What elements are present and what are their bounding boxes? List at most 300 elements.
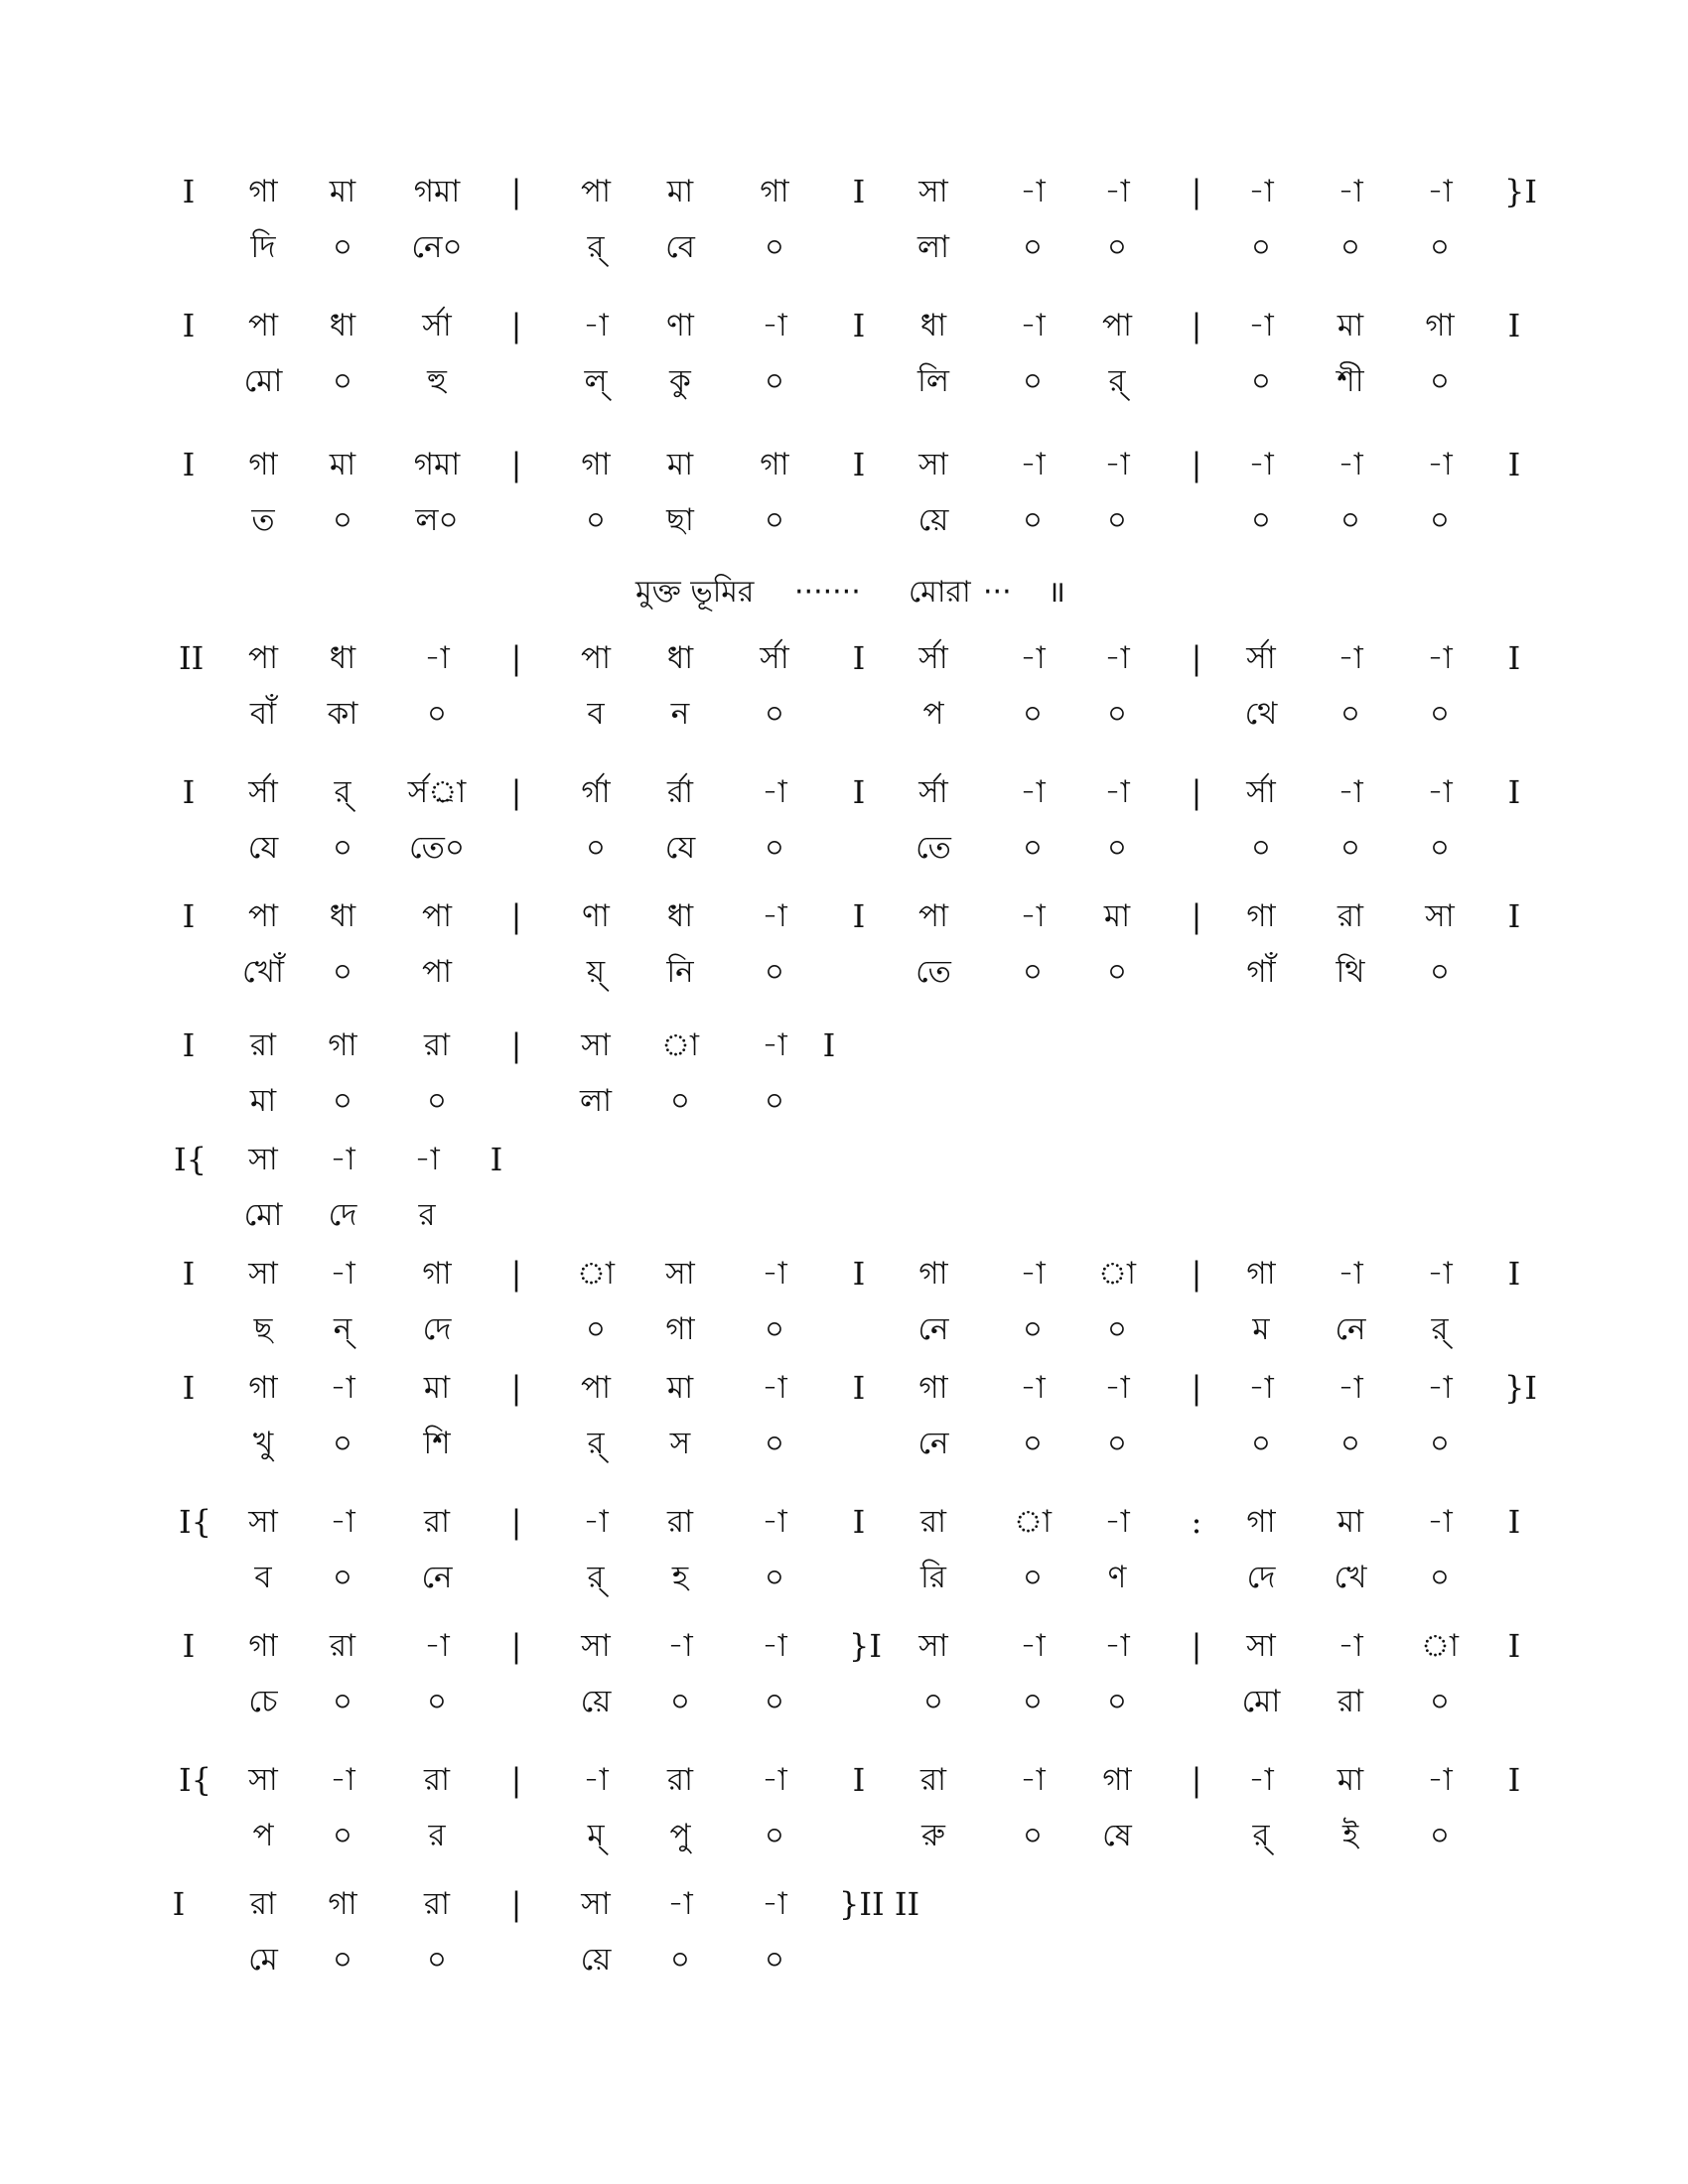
swara-note: ধা <box>666 640 694 676</box>
swara-note: সা <box>918 174 948 209</box>
lyric-syllable: ০ <box>764 954 785 990</box>
lyric-syllable: শী <box>1336 363 1364 399</box>
lyric-syllable: র্ <box>587 229 605 265</box>
bar-line: | <box>510 1627 522 1665</box>
swara-note: মা <box>1336 1504 1364 1540</box>
swara-note: রা <box>249 1027 277 1063</box>
swara-note: পা <box>421 898 453 934</box>
bar-line: | <box>1191 173 1202 210</box>
lyric-syllable: গা <box>665 1311 695 1347</box>
swara-note: রা <box>1336 898 1364 934</box>
swara-note: র্সা <box>248 774 278 810</box>
swara-note: সা <box>1425 898 1455 934</box>
lyric-syllable: দে <box>328 1197 357 1233</box>
swara-note: -া <box>1020 774 1046 810</box>
lyric-syllable: মে <box>248 1942 278 1978</box>
lyric-syllable: দে <box>1246 1560 1276 1595</box>
swara-note: রা <box>423 1027 451 1063</box>
swara-note: -া <box>1337 640 1363 676</box>
swara-note: া <box>576 1256 615 1292</box>
notation-line <box>0 298 1688 409</box>
bar-line: | <box>1191 1369 1202 1407</box>
swara-note: গা <box>328 1886 357 1922</box>
swara-row <box>0 1246 1688 1301</box>
swara-note: -া <box>330 1370 355 1406</box>
bar-line: I <box>1507 773 1521 811</box>
lyric-row <box>0 1932 1688 1987</box>
swara-note: ধা <box>329 308 356 343</box>
bar-line: | <box>510 639 522 677</box>
swara-note: া <box>1420 1628 1459 1664</box>
lyric-row <box>0 353 1688 409</box>
bar-line: I <box>490 1141 503 1178</box>
lyric-syllable: ০ <box>332 502 353 538</box>
swara-note: মা <box>1336 308 1364 343</box>
lyric-syllable: গাঁ <box>1246 954 1276 990</box>
swara-note: মা <box>1103 898 1131 934</box>
swara-note: -া <box>1337 447 1363 482</box>
swara-note: রা <box>666 1504 694 1540</box>
lyric-syllable: মো <box>243 363 283 399</box>
bar-line: I <box>182 307 196 344</box>
bar-line: | <box>1191 773 1202 811</box>
bar-line: | <box>510 1885 522 1923</box>
lyric-syllable: যে <box>664 830 696 866</box>
lyric-syllable: পু <box>669 1818 691 1853</box>
swara-note: গা <box>918 1370 948 1406</box>
bar-line: I <box>852 639 866 677</box>
lyric-syllable: ম্ <box>587 1818 605 1853</box>
lyric-syllable: ০ <box>1250 363 1272 399</box>
swara-note: গা <box>1102 1762 1132 1798</box>
swara-note: রা <box>919 1762 947 1798</box>
lyric-syllable: ০ <box>426 1942 448 1978</box>
bar-line: I{ <box>179 1503 211 1541</box>
section-title <box>0 568 1688 617</box>
swara-row <box>0 298 1688 353</box>
lyric-syllable: ০ <box>1022 954 1044 990</box>
swara-row <box>0 1752 1688 1808</box>
swara-note: মা <box>666 174 694 209</box>
lyric-syllable: ০ <box>1429 954 1451 990</box>
lyric-syllable: ০ <box>332 1560 353 1595</box>
swara-note: -া <box>1427 1762 1453 1798</box>
bar-line: | <box>1191 1627 1202 1665</box>
lyric-syllable: ০ <box>1429 363 1451 399</box>
swara-note: র্গা <box>581 774 611 810</box>
swara-note: রা <box>329 1628 356 1664</box>
lyric-syllable: ছ <box>253 1311 273 1347</box>
lyric-syllable: ০ <box>1022 1818 1044 1853</box>
bar-line: I <box>182 897 196 935</box>
section-title-end-dots: ··· <box>983 575 1012 610</box>
bar-line: I <box>1507 307 1521 344</box>
swara-note: সা <box>248 1762 278 1798</box>
lyric-syllable: ০ <box>1429 229 1451 265</box>
swara-note: পা <box>247 308 279 343</box>
lyric-syllable: রি <box>920 1560 946 1595</box>
lyric-syllable: ০ <box>1339 1426 1361 1461</box>
lyric-syllable: ছা <box>666 502 694 538</box>
swara-note: রা <box>423 1886 451 1922</box>
swara-note: সা <box>248 1256 278 1292</box>
swara-note: গা <box>918 1256 948 1292</box>
lyric-syllable: ০ <box>1106 502 1128 538</box>
lyric-syllable: রু <box>921 1818 945 1853</box>
lyric-syllable: থে <box>1244 696 1278 732</box>
lyric-syllable: খোঁ <box>242 954 284 990</box>
lyric-syllable: য়ে <box>580 1684 612 1719</box>
swara-note: পা <box>580 174 612 209</box>
swara-note: ধা <box>329 898 356 934</box>
bar-line: I <box>182 446 196 483</box>
lyric-syllable: ০ <box>332 363 353 399</box>
swara-note: রা <box>919 1504 947 1540</box>
lyric-syllable: ০ <box>1339 502 1361 538</box>
lyric-syllable: ল০ <box>415 502 459 538</box>
lyric-syllable: হ <box>671 1560 689 1595</box>
swara-note: -া <box>762 774 787 810</box>
lyric-row <box>0 1187 1688 1243</box>
swara-note: -া <box>762 1256 787 1292</box>
notation-line <box>0 164 1688 275</box>
bar-line: | <box>510 307 522 344</box>
swara-note: -া <box>762 1628 787 1664</box>
lyric-syllable: ০ <box>669 1684 691 1719</box>
swara-note: পা <box>1101 308 1133 343</box>
swara-row <box>0 1360 1688 1416</box>
swara-note: -া <box>1104 1628 1130 1664</box>
swara-note: -া <box>583 1762 609 1798</box>
swara-note: -া <box>1427 1504 1453 1540</box>
swara-note: -া <box>583 308 609 343</box>
bar-line: I <box>182 1026 196 1064</box>
swara-note: -া <box>1337 174 1363 209</box>
lyric-syllable: কা <box>327 696 358 732</box>
bar-line: I <box>852 307 866 344</box>
swara-note: -া <box>762 1886 787 1922</box>
swara-note: সা <box>248 1142 278 1177</box>
swara-note: রা <box>423 1504 451 1540</box>
lyric-syllable: ত <box>251 502 275 538</box>
lyric-syllable: ০ <box>764 1684 785 1719</box>
lyric-syllable: মো <box>1241 1684 1281 1719</box>
bar-line: I <box>852 1503 866 1541</box>
swara-note: -া <box>762 1762 787 1798</box>
swara-note: -া <box>1248 1762 1274 1798</box>
swara-note: -া <box>1248 447 1274 482</box>
section-title-text: মুক্ত ভূমির <box>635 575 755 610</box>
lyric-row <box>0 686 1688 742</box>
lyric-syllable: হু <box>427 363 447 399</box>
bar-line: I <box>852 1255 866 1293</box>
lyric-syllable: ০ <box>764 1311 785 1347</box>
swara-note: -া <box>330 1762 355 1798</box>
swara-note: ধা <box>666 898 694 934</box>
bar-line: I <box>182 1627 196 1665</box>
bar-line: I <box>182 1369 196 1407</box>
notation-line <box>0 1246 1688 1357</box>
swara-note: গা <box>248 1370 278 1406</box>
swara-note: পা <box>247 898 279 934</box>
swara-note: -া <box>1337 1370 1363 1406</box>
lyric-syllable: ০ <box>764 696 785 732</box>
lyric-syllable: থি <box>1336 954 1365 990</box>
lyric-syllable: ০ <box>764 1426 785 1461</box>
swara-note: গমা <box>413 447 461 482</box>
swara-note: -া <box>424 1628 450 1664</box>
swara-note: সা <box>581 1886 611 1922</box>
lyric-row <box>0 1073 1688 1129</box>
swara-note: পা <box>580 640 612 676</box>
swara-note: -া <box>1248 1370 1274 1406</box>
swara-note: -া <box>1248 308 1274 343</box>
lyric-syllable: দে <box>422 1311 452 1347</box>
notation-line <box>0 1018 1688 1129</box>
swara-note: -া <box>1104 1504 1130 1540</box>
lyric-syllable: প <box>252 1818 274 1853</box>
swara-note: -া <box>1020 898 1046 934</box>
lyric-syllable: ০ <box>669 1083 691 1119</box>
lyric-syllable: চে <box>248 1684 278 1719</box>
swara-note: পা <box>247 640 279 676</box>
section-title-word: মোরা <box>909 575 971 610</box>
bar-line: I{ <box>174 1141 207 1178</box>
lyric-row <box>0 820 1688 876</box>
swara-note: র্সা <box>1246 640 1276 676</box>
swara-note: গা <box>1246 1504 1276 1540</box>
swara-row <box>0 1494 1688 1550</box>
swara-note: -া <box>667 1886 693 1922</box>
bar-line: I <box>852 1761 866 1799</box>
lyric-syllable: য়ে <box>580 1942 612 1978</box>
lyric-syllable: ০ <box>585 830 607 866</box>
swara-note: -া <box>1020 447 1046 482</box>
swara-note: র্রা <box>666 774 694 810</box>
lyric-syllable: ০ <box>426 696 448 732</box>
swara-note: গা <box>248 447 278 482</box>
bar-line: I <box>182 1255 196 1293</box>
lyric-syllable: ০ <box>332 229 353 265</box>
swara-note: -া <box>1020 308 1046 343</box>
swara-note: গা <box>581 447 611 482</box>
swara-note: -া <box>1427 640 1453 676</box>
swara-note: সা <box>581 1027 611 1063</box>
lyric-syllable: ন্ <box>333 1311 352 1347</box>
lyric-syllable: র্ <box>1431 1311 1449 1347</box>
swara-note: গা <box>248 1628 278 1664</box>
swara-note: মা <box>666 1370 694 1406</box>
bar-line: I <box>172 1885 186 1923</box>
bar-line: | <box>1191 307 1202 344</box>
bar-line: }I <box>849 1627 882 1665</box>
lyric-syllable: ম <box>1252 1311 1270 1347</box>
swara-note: -া <box>667 1628 693 1664</box>
lyric-row <box>0 1674 1688 1729</box>
swara-note: -া <box>414 1142 440 1177</box>
lyric-syllable: ০ <box>1022 1426 1044 1461</box>
swara-note: সা <box>1246 1628 1276 1664</box>
swara-note: সা <box>581 1628 611 1664</box>
lyric-syllable: ০ <box>1022 363 1044 399</box>
bar-line: : <box>1191 1503 1202 1541</box>
lyric-syllable: ০ <box>922 1684 944 1719</box>
lyric-syllable: য়্ <box>586 954 606 990</box>
swara-note: গা <box>328 1027 357 1063</box>
lyric-syllable: ০ <box>332 1426 353 1461</box>
lyric-syllable: রা <box>1336 1684 1364 1719</box>
lyric-row <box>0 1301 1688 1357</box>
swara-row <box>0 164 1688 219</box>
swara-note: ধা <box>919 308 947 343</box>
lyric-syllable: ০ <box>426 1083 448 1119</box>
swara-note: -া <box>1427 1256 1453 1292</box>
swara-row <box>0 437 1688 492</box>
lyric-syllable: নে০ <box>411 229 463 265</box>
bar-line: }II II <box>839 1885 920 1923</box>
lyric-syllable: র <box>418 1197 436 1233</box>
bar-line: | <box>1191 1255 1202 1293</box>
swara-note: র্সর্া <box>407 774 467 810</box>
swara-note: -া <box>330 1142 355 1177</box>
swara-note: সা <box>665 1256 695 1292</box>
swara-note: া <box>1013 1504 1052 1540</box>
lyric-syllable: নে <box>1335 1311 1366 1347</box>
lyric-syllable: ন <box>670 696 690 732</box>
lyric-syllable: ০ <box>1250 830 1272 866</box>
lyric-syllable: ০ <box>764 229 785 265</box>
swara-note: র্সা <box>1246 774 1276 810</box>
lyric-syllable: ০ <box>1429 696 1451 732</box>
section-title-end: ॥ <box>1048 575 1065 610</box>
swara-note: গা <box>1246 1256 1276 1292</box>
lyric-syllable: স <box>669 1426 691 1461</box>
swara-note: গা <box>1246 898 1276 934</box>
swara-note: -া <box>1020 1762 1046 1798</box>
swara-note: মা <box>329 447 356 482</box>
lyric-syllable: লি <box>917 363 949 399</box>
swara-note: -া <box>1337 774 1363 810</box>
bar-line: I <box>182 773 196 811</box>
lyric-row <box>0 1416 1688 1471</box>
bar-line: | <box>510 1761 522 1799</box>
bar-line: | <box>510 1503 522 1541</box>
lyric-syllable: ০ <box>1022 1560 1044 1595</box>
lyric-syllable: ০ <box>1429 1560 1451 1595</box>
notation-line <box>0 888 1688 1000</box>
swara-row <box>0 1876 1688 1932</box>
lyric-syllable: কু <box>669 363 691 399</box>
notation-line <box>0 1132 1688 1243</box>
lyric-syllable: ০ <box>332 1942 353 1978</box>
bar-line: | <box>510 897 522 935</box>
lyric-syllable: ০ <box>1429 502 1451 538</box>
notation-line <box>0 630 1688 742</box>
swara-note: ধা <box>329 640 356 676</box>
bar-line: | <box>510 773 522 811</box>
lyric-syllable: মো <box>243 1197 283 1233</box>
lyric-syllable: ০ <box>1022 502 1044 538</box>
lyric-syllable: ০ <box>426 1684 448 1719</box>
lyric-syllable: ০ <box>764 363 785 399</box>
lyric-syllable: ণ <box>1107 1560 1127 1595</box>
lyric-syllable: নে <box>917 1311 949 1347</box>
swara-note: র্সা <box>918 640 948 676</box>
bar-line: | <box>510 1255 522 1293</box>
bar-line: }I <box>1504 173 1537 210</box>
swara-note: গা <box>248 174 278 209</box>
lyric-syllable: ০ <box>1106 229 1128 265</box>
bar-line: I <box>182 173 196 210</box>
swara-note: -া <box>762 308 787 343</box>
swara-note: সা <box>918 1628 948 1664</box>
lyric-syllable: ০ <box>1250 1426 1272 1461</box>
swara-note: া <box>660 1027 699 1063</box>
lyric-syllable: ০ <box>764 830 785 866</box>
swara-note: -া <box>1020 1256 1046 1292</box>
swara-note: -া <box>1104 174 1130 209</box>
swara-note: মা <box>666 447 694 482</box>
swara-note: র্সা <box>422 308 452 343</box>
lyric-syllable: ০ <box>332 1684 353 1719</box>
swara-note: -া <box>330 1256 355 1292</box>
notation-line <box>0 1618 1688 1729</box>
lyric-syllable: তে <box>915 954 951 990</box>
lyric-row <box>0 1808 1688 1863</box>
bar-line: I <box>852 173 866 210</box>
bar-line: I <box>852 773 866 811</box>
swara-note: -া <box>1020 174 1046 209</box>
lyric-syllable: শি <box>423 1426 451 1461</box>
swara-note: -া <box>1337 1256 1363 1292</box>
lyric-syllable: ০ <box>1429 1426 1451 1461</box>
lyric-syllable: তে০ <box>409 830 465 866</box>
bar-line: | <box>1191 897 1202 935</box>
lyric-syllable: ০ <box>1022 696 1044 732</box>
bar-line: }I <box>1504 1369 1537 1407</box>
lyric-syllable: ০ <box>1022 1311 1044 1347</box>
lyric-syllable: ই <box>1341 1818 1359 1853</box>
lyric-syllable: ব <box>587 696 605 732</box>
lyric-syllable: র্ <box>1108 363 1126 399</box>
lyric-row <box>0 492 1688 548</box>
swara-note: গা <box>422 1256 452 1292</box>
lyric-syllable: ০ <box>764 502 785 538</box>
swara-note: -া <box>1427 774 1453 810</box>
swara-note: রা <box>666 1762 694 1798</box>
swara-note: সা <box>918 447 948 482</box>
lyric-syllable: খে <box>1334 1560 1367 1595</box>
swara-note: -া <box>1104 447 1130 482</box>
lyric-syllable: ল্ <box>584 363 608 399</box>
lyric-syllable: ০ <box>1106 696 1128 732</box>
lyric-syllable: ০ <box>1250 229 1272 265</box>
swara-note: সা <box>248 1504 278 1540</box>
lyric-syllable: নে <box>917 1426 949 1461</box>
bar-line: | <box>1191 1761 1202 1799</box>
bar-line: I <box>852 446 866 483</box>
swara-note: মা <box>1336 1762 1364 1798</box>
lyric-syllable: নে <box>421 1560 453 1595</box>
lyric-syllable: ০ <box>585 502 607 538</box>
lyric-row <box>0 1550 1688 1605</box>
swara-note: র্সা <box>918 774 948 810</box>
swara-note: -া <box>1427 1370 1453 1406</box>
bar-line: | <box>510 446 522 483</box>
swara-row <box>0 630 1688 686</box>
bar-line: I <box>1507 1761 1521 1799</box>
lyric-syllable: ০ <box>1106 1311 1128 1347</box>
